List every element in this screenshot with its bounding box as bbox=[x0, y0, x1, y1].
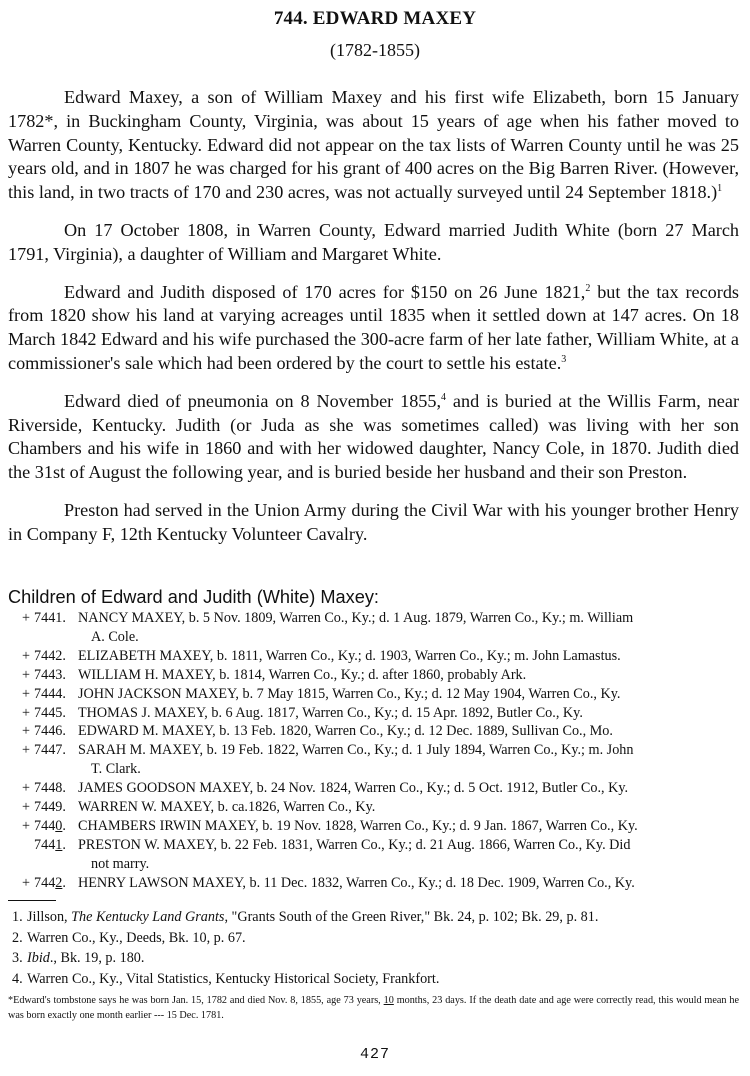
child-entry bbox=[20, 798, 740, 817]
child-number-suffix: . bbox=[62, 836, 66, 853]
child-number bbox=[34, 836, 66, 855]
footnote-number: 4. bbox=[12, 970, 23, 987]
child-entry bbox=[20, 779, 740, 798]
footnote-number: 3. bbox=[12, 950, 23, 967]
child-text: CHAMBERS IRWIN MAXEY, b. 19 Nov. 1828, Warren Co., Ky.; d. 9 Jan. 1867, Warren Co., Ky. bbox=[78, 817, 638, 834]
footnote-title: Ibid bbox=[27, 950, 50, 967]
child-entry bbox=[20, 685, 740, 704]
footnote bbox=[8, 948, 744, 969]
footnote-number: 2. bbox=[12, 929, 23, 946]
child-text: SARAH M. MAXEY, b. 19 Feb. 1822, Warren Co., Ky.; d. 1 July 1894, Warren Co., Ky.; m. John bbox=[78, 742, 634, 759]
continued-line-mark: + bbox=[21, 723, 30, 740]
paragraph-2 bbox=[8, 219, 739, 267]
child-entry bbox=[20, 836, 740, 874]
child-entry bbox=[20, 722, 740, 741]
footnote-ref-2[interactable]: 2 bbox=[585, 282, 591, 294]
child-number: 7448. bbox=[34, 780, 66, 797]
continued-line-mark: + bbox=[21, 685, 30, 702]
footnote-number: 1. bbox=[12, 909, 23, 925]
child-number-prefix: 744 bbox=[34, 836, 56, 853]
continued-line-mark: + bbox=[21, 799, 30, 816]
child-number-underlined-digit: 2 bbox=[55, 874, 63, 891]
child-text: WARREN W. MAXEY, b. ca.1826, Warren Co., Ky. bbox=[78, 799, 376, 816]
paragraph-4 bbox=[8, 390, 739, 485]
child-text: WILLIAM H. MAXEY, b. 1814, Warren Co., Ky.; d. after 1860, probably Ark. bbox=[78, 666, 527, 683]
child-number: 7444. bbox=[34, 685, 66, 702]
footnote-text-rest: ., Bk. 19, p. 180. bbox=[49, 950, 145, 967]
paragraph-4-text-a: Edward died of pneumonia on 8 November 1855, bbox=[64, 390, 442, 411]
tombstone-note-underlined: 10 bbox=[383, 995, 394, 1006]
child-number bbox=[34, 817, 66, 836]
child-entry bbox=[20, 817, 740, 836]
footnote-title: The Kentucky Land Grants bbox=[71, 909, 225, 925]
footnote bbox=[8, 928, 744, 949]
footnote-ref-1[interactable]: 1 bbox=[717, 183, 723, 195]
continued-line-mark: + bbox=[21, 647, 30, 664]
child-text: JOHN JACKSON MAXEY, b. 7 May 1815, Warren Co., Ky.; d. 12 May 1904, Warren Co., Ky. bbox=[78, 685, 621, 702]
child-text-continued: not marry. bbox=[91, 855, 150, 872]
child-entry bbox=[20, 647, 740, 666]
paragraph-2-text: On 17 October 1808, in Warren County, Edward married Judith White (born 27 March 1791, Virginia), a daughter of William and Margaret White. bbox=[8, 219, 739, 264]
footnote-text-rest: , "Grants South of the Green River," Bk. 24, p. 102; Bk. 29, p. 81. bbox=[224, 909, 599, 925]
child-entry bbox=[20, 666, 740, 685]
life-dates: (1782-1855) bbox=[330, 40, 420, 60]
footnote bbox=[8, 907, 744, 928]
continued-line-mark: + bbox=[21, 780, 30, 797]
child-text: ELIZABETH MAXEY, b. 1811, Warren Co., Ky.; d. 1903, Warren Co., Ky.; m. John Lamastus. bbox=[78, 647, 621, 664]
child-number-underlined-digit: 0 bbox=[55, 817, 63, 834]
child-text: JAMES GOODSON MAXEY, b. 24 Nov. 1824, Warren Co., Ky.; d. 5 Oct. 1912, Butler Co., Ky. bbox=[78, 780, 629, 797]
footnote-divider bbox=[8, 900, 56, 901]
tombstone-note-text: *Edward's tombstone says he was born Jan. 15, 1782 and died Nov. 8, 1855, age 73 years, bbox=[8, 995, 384, 1006]
page-title: 744. EDWARD MAXEY bbox=[273, 8, 477, 29]
child-entry bbox=[20, 741, 740, 779]
child-entry bbox=[20, 704, 740, 723]
continued-line-mark: + bbox=[21, 874, 30, 891]
footnote-ref-3[interactable]: 3 bbox=[561, 353, 567, 365]
child-number-prefix: 744 bbox=[34, 874, 56, 891]
child-number: 7442. bbox=[34, 647, 66, 664]
paragraph-5-text: Preston had served in the Union Army during the Civil War with his younger brother Henry in Company F, 12th Kentucky Volunteer Cavalry. bbox=[8, 499, 739, 544]
continued-line-mark: + bbox=[21, 742, 30, 759]
child-number: 7446. bbox=[34, 723, 66, 740]
footnote-text: Warren Co., Ky., Deeds, Bk. 10, p. 67. bbox=[27, 929, 246, 946]
child-number-suffix: . bbox=[62, 874, 66, 891]
paragraph-4-text-b: and is buried at the Willis Farm, near Riverside, Kentucky. Judith (or Juda as she was sometimes called) was living with her son Chambers and his wife in 1860 and with her widowed daughter, Nancy Cole, in 1870. Judith died the 31st of August the following year, and is buried beside her husband and their son Preston. bbox=[8, 390, 739, 483]
continued-line-mark: + bbox=[21, 817, 30, 834]
tombstone-note bbox=[8, 993, 739, 1023]
child-number: 7443. bbox=[34, 666, 66, 683]
child-number-underlined-digit: 1 bbox=[55, 836, 63, 853]
child-text-continued: A. Cole. bbox=[91, 628, 139, 645]
paragraph-1-text: Edward Maxey, a son of William Maxey and his first wife Elizabeth, born 15 January 1782*, in Buckingham County, Virginia, was about 15 years of age when his father moved to Warren County, Kentucky. Edward did not appear on the tax lists of Warren County until he was 25 years old, and in 1807 he was charged for his grant of 400 acres on the Big Barren River. (However, this land, in two tracts of 170 and 230 acres, was not actually surveyed until 24 September 1818.) bbox=[8, 87, 739, 203]
continued-line-mark: + bbox=[21, 704, 30, 721]
biography-body bbox=[8, 86, 739, 561]
child-text: THOMAS J. MAXEY, b. 6 Aug. 1817, Warren Co., Ky.; d. 15 Apr. 1892, Butler Co., Ky. bbox=[78, 704, 583, 721]
tombstone-note-text-rest: months, 23 days. If the death date and age were correctly read, this would mean he was born exactly one month earlier --- 15 Dec. 1781. bbox=[8, 995, 739, 1022]
child-number-prefix: 744 bbox=[34, 817, 56, 834]
child-number bbox=[34, 874, 66, 893]
paragraph-1 bbox=[8, 86, 739, 205]
child-entry bbox=[20, 874, 740, 893]
footnote-ref-4[interactable]: 4 bbox=[441, 391, 447, 403]
page-number: 427 bbox=[359, 1046, 390, 1063]
child-text: NANCY MAXEY, b. 5 Nov. 1809, Warren Co., Ky.; d. 1 Aug. 1879, Warren Co., Ky.; m. William bbox=[78, 610, 634, 626]
footnote-text: Warren Co., Ky., Vital Statistics, Kentucky Historical Society, Frankfort. bbox=[27, 970, 440, 987]
children-heading: Children of Edward and Judith (White) Maxey: bbox=[8, 587, 379, 607]
child-number: 7441. bbox=[34, 610, 66, 626]
paragraph-3-text-a: Edward and Judith disposed of 170 acres for $150 on 26 June 1821, bbox=[64, 281, 586, 302]
child-text: HENRY LAWSON MAXEY, b. 11 Dec. 1832, Warren Co., Ky.; d. 18 Dec. 1909, Warren Co., Ky. bbox=[78, 874, 635, 891]
footnote bbox=[8, 969, 744, 990]
continued-line-mark: + bbox=[21, 666, 30, 683]
continued-line-mark: + bbox=[21, 610, 30, 626]
child-text: EDWARD M. MAXEY, b. 13 Feb. 1820, Warren Co., Ky.; d. 12 Dec. 1889, Sullivan Co., Mo. bbox=[78, 723, 613, 740]
paragraph-3 bbox=[8, 281, 739, 376]
child-number: 7445. bbox=[34, 704, 66, 721]
children-list bbox=[20, 609, 740, 893]
child-text-continued: T. Clark. bbox=[91, 761, 141, 778]
paragraph-5 bbox=[8, 499, 739, 547]
child-text: PRESTON W. MAXEY, b. 22 Feb. 1831, Warren Co., Ky.; d. 21 Aug. 1866, Warren Co., Ky. Did bbox=[78, 836, 631, 853]
child-number: 7449. bbox=[34, 799, 66, 816]
child-entry bbox=[20, 609, 740, 647]
footnotes bbox=[8, 907, 744, 989]
child-number: 7447. bbox=[34, 742, 66, 759]
paragraph-3-text-b: but the tax records from 1820 show his land at varying acreages until 1835 when it settled down at 147 acres. On 18 March 1842 Edward and his wife purchased the 300-acre farm of her late father, William White, at a commissioner's sale which had been ordered by the court to settle his estate. bbox=[8, 281, 739, 373]
child-number-suffix: . bbox=[62, 817, 66, 834]
footnote-text: Jillson, bbox=[27, 909, 72, 925]
